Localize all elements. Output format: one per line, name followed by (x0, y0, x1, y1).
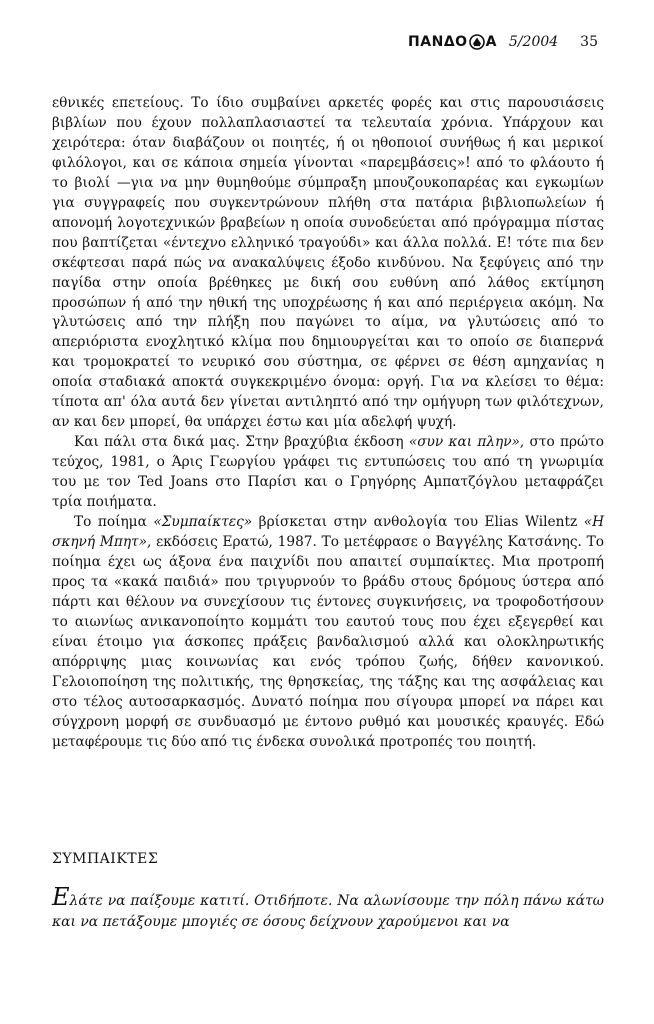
poem-heading: ΣΥΜΠΑΙΚΤΕΣ (52, 851, 159, 867)
paragraph-1: εθνικές επετείους. Το ίδιο συμβαίνει αρκετές φορές και στις παρουσιάσεις βιβλίων που έχουν πολλαπλασιαστεί τα τελευταία χρόνια. Υπάρχουν και χειρότερα: όταν διαβάζουν οι ποιητές, ή οι ηθοποιοί συνήθως ή και μερικοί φιλόλογοι, και σε κάποια σημεία γίνονται «παρεμβάσεις»! από το φλάουτο ή το βιολί —για να μην θυμηθούμε σύμπραξη μπουζουκοπαρέας και εγκωμίων για συγγραφείς που συγκεντρώνουν πλήθη στα πατάρια βιβλιοπωλείων ή απονομή λογοτεχνικών βραβείων η οποία συνοδεύεται από πρόγραμμα πίστας που βαπτίζεται «έντεχνο ελληνικό τραγούδι» και άλλα πολλά. Ε! τότε πια δεν σκέφτεσαι παρά πώς να ανακαλύψεις έξοδο κινδύνου. Να ξεφύγεις από την παγίδα στην οποία βρέθηκες με δική σου ευθύνη από λάθος εκτίμηση προσώπων ή από την ηθική της υποχρέωσης ή και από περιέργεια ακόμη. Να γλυτώσεις από την πλήξη που παγώνει το αίμα, να γλυτώσεις από το απεριόριστα ενοχλητικό κλίμα που δημιουργείται και το οποίο σε διαπερνά και τρομοκρατεί το νευρικό σου σύστημα, σε φέρνει σε θέση αμηχανίας η οποία σταδιακά αποκτά συγκεκριμένο όνομα: οργή. Για να κλείσει το θέμα: τίποτα απ' όλα αυτά δεν γίνεται αντιληπτό από την ομήγυρη των φιλότεχνων, αν και δεν μπορεί, θα υπάρχει έστω και μία αδελφή ψυχή. (52, 95, 604, 431)
publication-title: «συν και πλην» (408, 434, 520, 451)
anthology-title: «Η σκηνή Μπητ» (52, 514, 605, 550)
article-body (52, 94, 604, 752)
logo-emblem-icon (469, 34, 485, 50)
logo-text-left: ΠΑΝΔΟ (408, 34, 468, 50)
poem-body: λάτε να παίξουμε κατιτί. Οτιδήποτε. Να αλωνίσουμε την πόλη πάνω κάτω και να πετάξουμε μπογιές σε όσους δείχνουν χαρούμενοι και να (52, 893, 604, 930)
paragraph-3 (52, 513, 604, 752)
paragraph-2-text-b: , στο πρώτο τεύχος, 1981, ο Άρις Γεωργίου γράφει τις εντυπώσεις του από τη γνωριμία του με τον Ted Joans στο Παρίσι και ο Γρηγόρης Αμπατζόγλου μεταφράζει τρία ποιήματα. (52, 434, 604, 511)
page-number: 35 (580, 34, 598, 50)
magazine-logo (408, 34, 497, 50)
poem-dropcap: Ε (52, 883, 70, 911)
paragraph-3-text-c: , εκδόσεις Ερατώ, 1987. Το μετέφρασε ο Βαγγέλης Κατσάνης. Το ποίημα έχει ως άξονα ένα παιχνίδι που απαιτεί συμπαίκτες. Μια προτροπή προς τα «κακά παιδιά» που τριγυρνούν το βράδυ στους δρόμους ύστερα από πάρτι και θέλουν να συνεχίσουν τις έντονες συγκινήσεις, να τροφοδοτήσουν το αιωνίως ανικανοποίητο κομμάτι του εαυτού τους που έχει εξεγερθεί και είναι έτοιμο για άσκοπες πράξεις βανδαλισμού αλλά και ολοκληρωτικής απόρριψης μιας κοινωνίας και ενός τρόπου ζωής, δήθεν κανονικού. Γελοιοποίηση της πολιτικής, της θρησκείας, της τάξης και της ασφάλειας και στο τέλος αυτοσαρκασμός. Δυνατό ποίημα που σίγουρα μπορεί να πάρει και σύγχρονη μορφή σε συνδυασμό με έντονο ρυθμό και μουσικές κραυγές. Εδώ μεταφέρουμε τις δύο από τις ένδεκα συνολικά προτροπές του ποιητή. (52, 533, 604, 750)
page-header (408, 34, 598, 50)
logo-text-right: Α (485, 34, 497, 50)
paragraph-3-text-b: βρίσκεται στην ανθολογία του Elias Wilentz (252, 514, 584, 531)
poem-text (52, 885, 604, 933)
issue-number: 5/2004 (508, 34, 559, 50)
poem-title-ref: «Συμπαίκτες» (153, 514, 253, 531)
paragraph-2 (52, 433, 604, 513)
paragraph-3-text-a: Το ποίημα (74, 514, 154, 531)
paragraph-2-text-a: Και πάλι στα δικά μας. Στην βραχύβια έκδοση (74, 434, 409, 451)
